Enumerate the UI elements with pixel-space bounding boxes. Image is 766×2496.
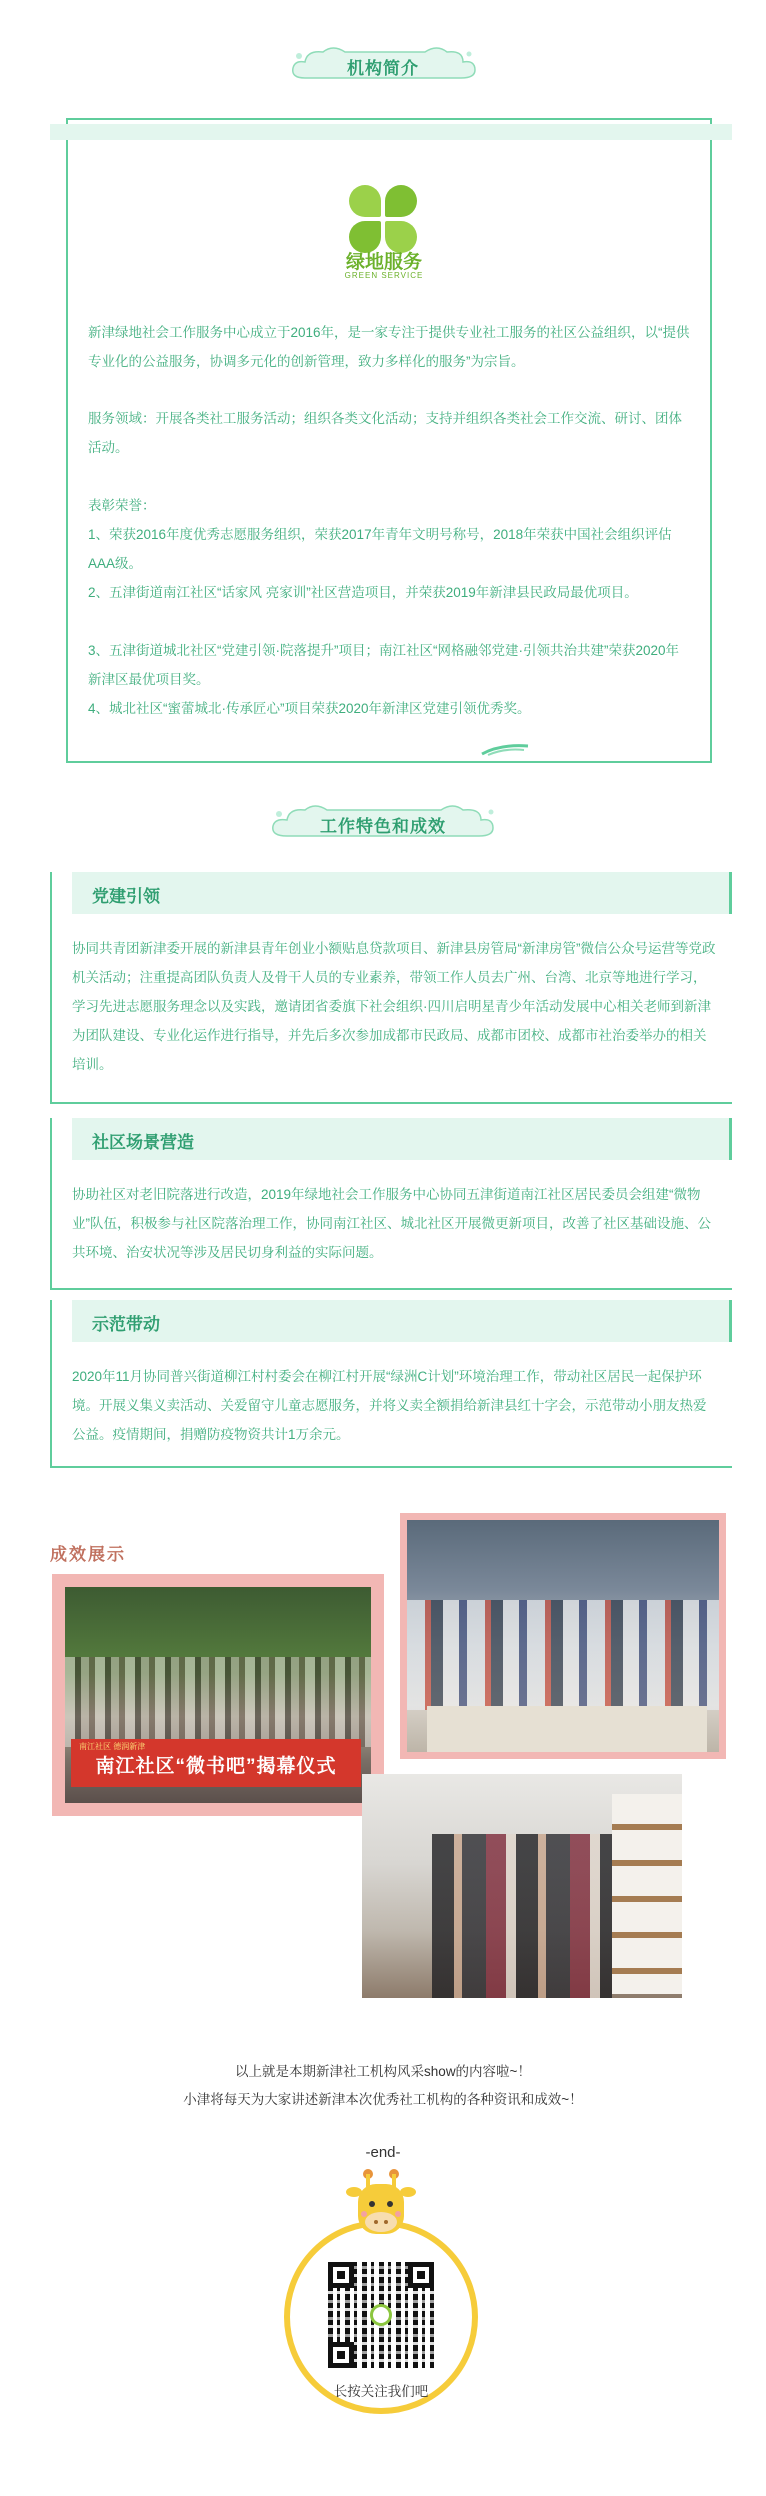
section-title-features bbox=[265, 802, 501, 846]
outro-line-2: 小津将每天为大家讲述新津本次优秀社工机构的各种资讯和成效~！ bbox=[183, 2092, 583, 2107]
qr-eye-top-left bbox=[328, 2262, 354, 2288]
feature-body: 协助社区对老旧院落进行改造，2019年绿地社会工作服务中心协同五津街道南江社区居民委员会组建“微物业”队伍，积极参与社区院落治理工作，协同南江社区、城北社区开展微更新项目，改善了社区基础设施、公共环境、治安状况等涉及居民切身利益的实际问题。 bbox=[72, 1187, 711, 1260]
feature-body: 2020年11月协同普兴街道柳江村村委会在柳江村开展“绿洲C计划”环境治理工作，带动社区居民一起保护环境。开展义集义卖活动、关爱留守儿童志愿服务，并将义卖全额捐给新津县红十字会，示范带动小朋友热爱公益。疫情期间，捐赠防疫物资共计1万余元。 bbox=[72, 1369, 707, 1442]
qr-label: 长按关注我们吧 bbox=[333, 2384, 429, 2399]
feature-head bbox=[72, 1118, 732, 1160]
qr-center-logo-icon bbox=[370, 2304, 392, 2326]
qr-eye-top-right bbox=[408, 2262, 434, 2288]
honors-title: 表彰荣誉： bbox=[88, 498, 156, 513]
ceremony-banner bbox=[71, 1739, 361, 1787]
outro-line-1: 以上就是本期新津社工机构风采show的内容啦~！ bbox=[235, 2064, 531, 2079]
feature-body: 协同共青团新津委开展的新津县青年创业小额贴息贷款项目、新津县房管局“新津房管”微信公众号运营等党政机关活动；注重提高团队负责人及骨干人员的专业素养，带领工作人员去广州、台湾、北京等地进行学习，学习先进志愿服务理念以及实践，邀请团省委旗下社会组织·四川启明星青少年活动发展中心相关老师到新津为团队建设、专业化运作进行指导，并先后多次参加成都市民政局、成都市团校、成都市社治委举办的相关培训。 bbox=[72, 941, 716, 1072]
photo-shop-visit bbox=[362, 1774, 682, 1998]
honor-item-2: 2、五津街道南江社区“话家风 亮家训”社区营造项目，并荣获2019年新津县民政局最优项目。 bbox=[88, 585, 638, 600]
logo-name: 绿地服务 bbox=[345, 252, 422, 273]
showcase-title: 成效展示 bbox=[50, 1545, 126, 1564]
honor-item-1: 1、荣获2016年度优秀志愿服务组织，荣获2017年青年文明号称号，2018年荣获中国社会组织评估AAA级。 bbox=[88, 527, 672, 571]
banner-small-text: 南江社区 德润新津 bbox=[79, 1742, 146, 1751]
logo-subtitle: GREEN SERVICE bbox=[344, 271, 424, 280]
end-mark: -end- bbox=[365, 2144, 401, 2161]
feature-head bbox=[72, 1300, 732, 1342]
honor-item-4: 4、城北社区“蜜蕾城北·传承匠心”项目荣获2020年新津区党建引领优秀奖。 bbox=[88, 701, 531, 716]
section-title-intro-text: 机构简介 bbox=[347, 58, 419, 78]
intro-paragraph-1: 新津绿地社会工作服务中心成立于2016年，是一家专注于提供专业社工服务的社区公益组织，以“提供专业化的公益服务，协调多元化的创新管理，致力多样化的服务”为宗旨。 bbox=[88, 325, 690, 369]
intro-band-inner bbox=[66, 124, 712, 140]
giraffe-icon bbox=[346, 2168, 416, 2242]
banner-text: 南江社区“微书吧”揭幕仪式 bbox=[95, 1756, 337, 1777]
feature-demonstration bbox=[50, 1300, 732, 1468]
feature-title: 社区场景营造 bbox=[92, 1133, 194, 1152]
intro-paragraph-2: 服务领域：开展各类社工服务活动；组织各类文化活动；支持并组织各类社会工作交流、研讨、团体活动。 bbox=[88, 411, 682, 455]
honor-item-3: 3、五津街道城北社区“党建引领·院落提升”项目；南江社区“网格融邻党建·引领共治共建”荣获2020年新津区最优项目奖。 bbox=[88, 643, 680, 687]
photo-reading-room-ceremony bbox=[65, 1587, 371, 1803]
clover-logo-icon bbox=[349, 185, 419, 255]
photo-children-activity bbox=[407, 1520, 719, 1752]
feature-community-scene bbox=[50, 1118, 732, 1290]
qr-eye-bottom-left bbox=[328, 2342, 354, 2368]
feature-head bbox=[72, 872, 732, 914]
feature-party-building bbox=[50, 872, 732, 1104]
feature-title: 党建引领 bbox=[92, 887, 160, 906]
section-title-features-text: 工作特色和成效 bbox=[320, 816, 446, 836]
brush-stroke-icon bbox=[480, 742, 530, 756]
section-title-intro bbox=[285, 44, 481, 88]
feature-title: 示范带动 bbox=[92, 1315, 160, 1334]
